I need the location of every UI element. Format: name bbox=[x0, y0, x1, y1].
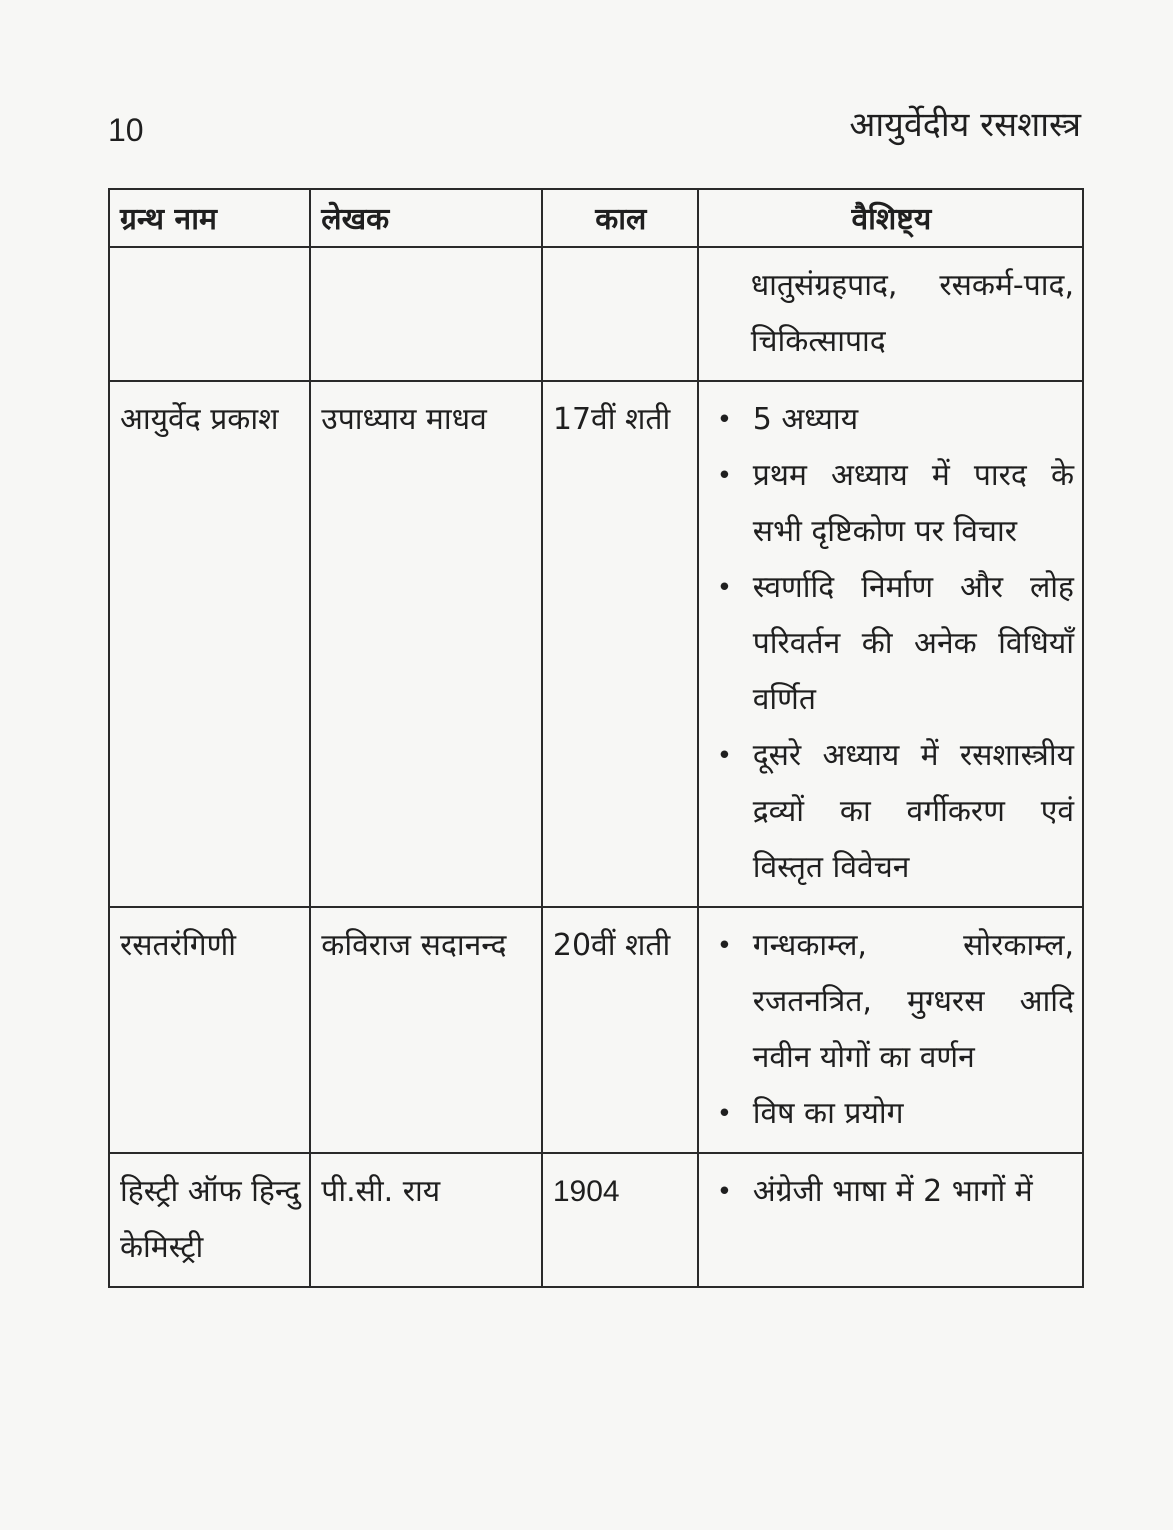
cell-book: हिस्ट्री ऑफ हिन्दु केमिस्ट्री bbox=[109, 1153, 310, 1287]
running-title: आयुर्वेदीय रसशास्त्र bbox=[849, 105, 1081, 145]
cell-period: 20वीं शती bbox=[542, 907, 698, 1153]
header-author: लेखक bbox=[310, 189, 542, 247]
table-header-row bbox=[109, 189, 1083, 247]
cell-author: उपाध्याय माधव bbox=[310, 381, 542, 907]
table-row bbox=[109, 247, 1083, 381]
header-features: वैशिष्ट्य bbox=[698, 189, 1083, 247]
header-period: काल bbox=[542, 189, 698, 247]
cell-book bbox=[109, 247, 310, 381]
table-row bbox=[109, 907, 1083, 1153]
cell-period bbox=[542, 247, 698, 381]
cell-features bbox=[698, 381, 1083, 907]
feature-item: • स्वर्णादि निर्माण और लोह परिवर्तन की अनेक विधियाँ वर्णित bbox=[753, 560, 1074, 728]
feature-item: • विष का प्रयोग bbox=[753, 1086, 1074, 1142]
table-row bbox=[109, 1153, 1083, 1287]
texts-table bbox=[108, 188, 1084, 1288]
feature-list bbox=[709, 392, 1074, 896]
cell-author bbox=[310, 247, 542, 381]
header-book-name: ग्रन्थ नाम bbox=[109, 189, 310, 247]
cell-book: रसतरंगिणी bbox=[109, 907, 310, 1153]
cell-features bbox=[698, 907, 1083, 1153]
cell-features bbox=[698, 247, 1083, 381]
feature-continued-text: धातुसंग्रहपाद, रसकर्म-पाद, चिकित्सापाद bbox=[750, 268, 1074, 359]
page-number: 10 bbox=[108, 112, 144, 148]
cell-period: 1904 bbox=[542, 1153, 698, 1287]
feature-item: • अंग्रेजी भाषा में 2 भागों में bbox=[753, 1164, 1074, 1220]
feature-item: • गन्धकाम्ल, सोरकाम्ल, रजतनत्रित, मुग्धरस आदि नवीन योगों का वर्णन bbox=[753, 918, 1074, 1086]
cell-author: कविराज सदानन्द bbox=[310, 907, 542, 1153]
feature-item: • दूसरे अध्याय में रसशास्त्रीय द्रव्यों का वर्गीकरण एवं विस्तृत विवेचन bbox=[753, 728, 1074, 896]
cell-features bbox=[698, 1153, 1083, 1287]
feature-list bbox=[709, 1164, 1074, 1220]
feature-item: • 5 अध्याय bbox=[753, 392, 1074, 448]
cell-author: पी.सी. राय bbox=[310, 1153, 542, 1287]
cell-period: 17वीं शती bbox=[542, 381, 698, 907]
table-row bbox=[109, 381, 1083, 907]
feature-list bbox=[709, 918, 1074, 1142]
cell-book: आयुर्वेद प्रकाश bbox=[109, 381, 310, 907]
feature-item: • प्रथम अध्याय में पारद के सभी दृष्टिकोण पर विचार bbox=[753, 448, 1074, 560]
